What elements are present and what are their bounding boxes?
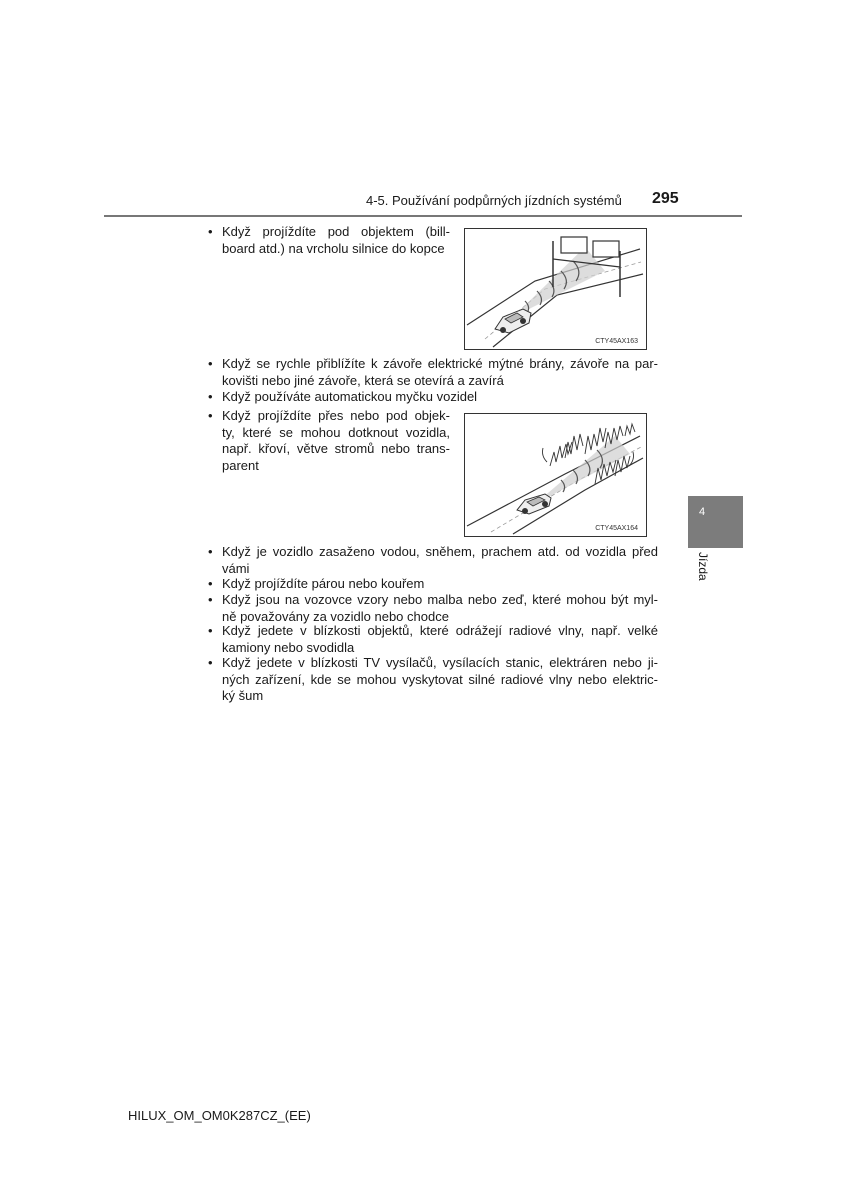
- list-item-line: Když jsou na vozovce vzory nebo malba nebo zeď, které mohou být myl-: [222, 592, 658, 607]
- figure-code: CTY45AX163: [595, 338, 638, 345]
- bullet-symbol: •: [208, 592, 213, 607]
- list-item-line: Když projíždíte pod objektem (bill-: [222, 224, 450, 239]
- list-item-line: např. křoví, větve stromů nebo trans-: [222, 441, 450, 456]
- list-item-line: ně považovány za vozidlo nebo chodce: [222, 608, 449, 624]
- bullet-symbol: •: [208, 356, 213, 371]
- document-code: HILUX_OM_OM0K287CZ_(EE): [128, 1108, 311, 1123]
- car-icon: [495, 309, 531, 333]
- bushes-illustration: [465, 414, 646, 536]
- bullet-symbol: •: [208, 224, 213, 239]
- bullet-symbol: •: [208, 408, 213, 423]
- header-divider: [104, 215, 742, 217]
- list-item-line: parent: [222, 457, 259, 473]
- list-item-line: Když se rychle přiblížíte k závoře elektrické mýtné brány, závoře na par-: [222, 356, 658, 371]
- list-item-line: ných zařízení, kde se mohou vyskytovat silné radiové vlny nebo elektric-: [222, 671, 658, 687]
- list-item-line: ký šum: [222, 688, 264, 703]
- list-item-line: Když projíždíte přes nebo pod objek-: [222, 408, 450, 423]
- list-item-line: Když projíždíte párou nebo kouřem: [222, 576, 425, 591]
- bullet-symbol: •: [208, 655, 213, 670]
- list-item-line: kamiony nebo svodidla: [222, 639, 355, 655]
- bullet-symbol: •: [208, 576, 213, 591]
- list-item-line: kovišti nebo jiné závoře, která se otevírá a zavírá: [222, 372, 504, 388]
- bullet-symbol: •: [208, 389, 213, 404]
- radar-wave-icon: [513, 247, 605, 317]
- bullet-symbol: •: [208, 544, 213, 559]
- chapter-number: 4: [699, 506, 706, 518]
- list-item-line: Když používáte automatickou myčku vozidel: [222, 389, 478, 404]
- list-item-line: Když jedete v blízkosti TV vysílačů, vysílacích stanic, elektráren nebo ji-: [222, 655, 658, 670]
- list-item-line: ty, které se mohou dotknout vozidla,: [222, 424, 450, 440]
- list-item-line: vámi: [222, 560, 250, 576]
- list-item-line: board atd.) na vrcholu silnice do kopce: [222, 240, 445, 256]
- page-number: 295: [652, 190, 679, 207]
- figure-bushes: [464, 413, 647, 537]
- chapter-label-text: Jízda: [696, 552, 710, 581]
- bullet-symbol: •: [208, 623, 213, 638]
- chapter-label: [696, 552, 712, 602]
- figure-billboard: [464, 228, 647, 350]
- section-title: 4-5. Používání podpůrných jízdních systémů: [366, 193, 622, 208]
- figure-code: CTY45AX164: [595, 525, 638, 532]
- list-item-line: Když jedete v blízkosti objektů, které odrážejí radiové vlny, např. velké: [222, 623, 658, 638]
- chapter-tab[interactable]: [688, 496, 743, 548]
- list-item-line: Když je vozidlo zasaženo vodou, sněhem, prachem atd. od vozidla před: [222, 544, 658, 559]
- billboard-illustration: [465, 229, 646, 349]
